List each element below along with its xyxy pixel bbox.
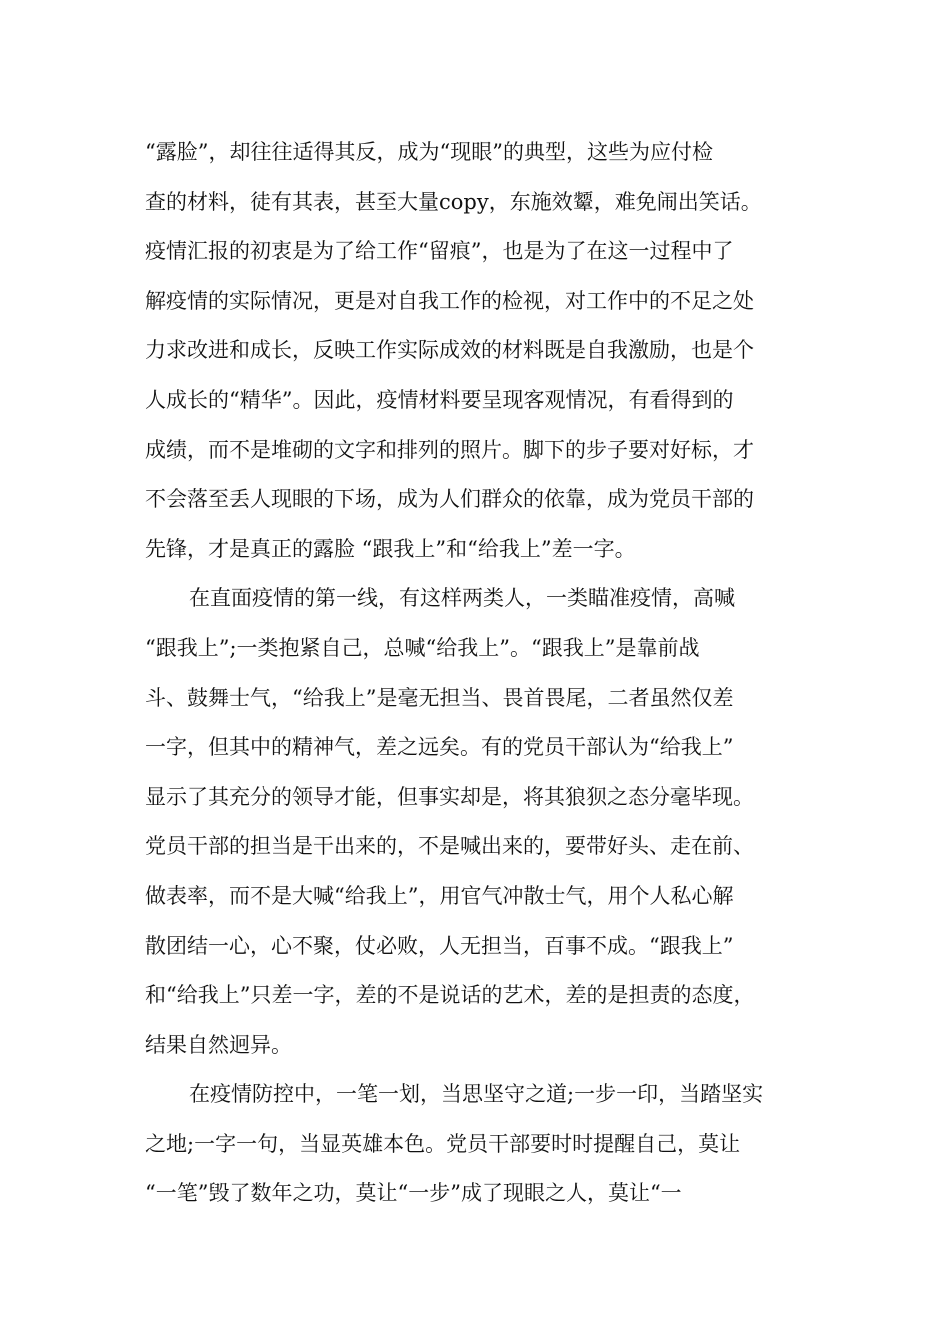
text-line: 显示了其充分的领导才能，但事实却是，将其狼狈之态分毫毕现。: [145, 784, 754, 809]
text-line: 在直面疫情的第一线，有这样两类人，一类瞄准疫情，高喊: [189, 586, 735, 611]
text-line: 党员干部的担当是干出来的，不是喊出来的，要带好头、走在前、: [145, 834, 754, 859]
text-line: “露脸”，却往往适得其反，成为“现眼”的典型，这些为应付检: [145, 140, 713, 164]
text-line: 散团结一心，心不聚，仗必败，人无担当，百事不成。“跟我上”: [145, 933, 734, 958]
text-line: 和“给我上”只差一字，差的不是说话的艺术，差的是担责的态度，: [145, 983, 755, 1008]
text-line: 之地;一字一句，当显英雄本色。党员干部要时时提醒自己，莫让: [145, 1131, 741, 1156]
text-line: “一笔”毁了数年之功，莫让“一步”成了现眼之人，莫让“一: [145, 1181, 682, 1206]
text-line: 疫情汇报的初衷是为了给工作“留痕”，也是为了在这一过程中了: [145, 239, 734, 264]
text-line: 成绩，而不是堆砌的文字和排列的照片。脚下的步子要对好标，才: [145, 437, 754, 462]
paragraph-2: [145, 574, 825, 1070]
text-line: 先锋，才是真正的露脸 “跟我上”和“给我上”差一字。: [145, 536, 636, 561]
text-line: “跟我上”;一类抱紧自己，总喊“给我上”。“跟我上”是靠前战: [145, 635, 700, 660]
text-line: 斗、鼓舞士气，“给我上”是毫无担当、畏首畏尾，二者虽然仅差: [145, 685, 734, 710]
text-line: 一字，但其中的精神气，差之远矣。有的党员干部认为“给我上”: [145, 735, 734, 760]
document-body: [145, 128, 825, 1219]
text-line: 做表率，而不是大喊“给我上”，用官气冲散士气，用个人私心解: [145, 883, 734, 908]
text-line: 结果自然迥异。: [145, 1032, 292, 1057]
text-line: 力求改进和成长，反映工作实际成效的材料既是自我激励，也是个: [145, 338, 754, 363]
text-line: 在疫情防控中，一笔一划，当思坚守之道;一步一印，当踏坚实: [189, 1082, 764, 1107]
text-line: 解疫情的实际情况，更是对自我工作的检视，对工作中的不足之处: [145, 288, 754, 313]
text-line: 查的材料，徒有其表，甚至大量copy，东施效颦，难免闹出笑话。: [145, 189, 762, 214]
text-line: 不会落至丢人现眼的下场，成为人们群众的依靠，成为党员干部的: [145, 487, 754, 512]
paragraph-3: [145, 1070, 825, 1219]
paragraph-1: [145, 128, 825, 574]
text-line: 人成长的“精华”。因此，疫情材料要呈现客观情况，有看得到的: [145, 387, 734, 412]
